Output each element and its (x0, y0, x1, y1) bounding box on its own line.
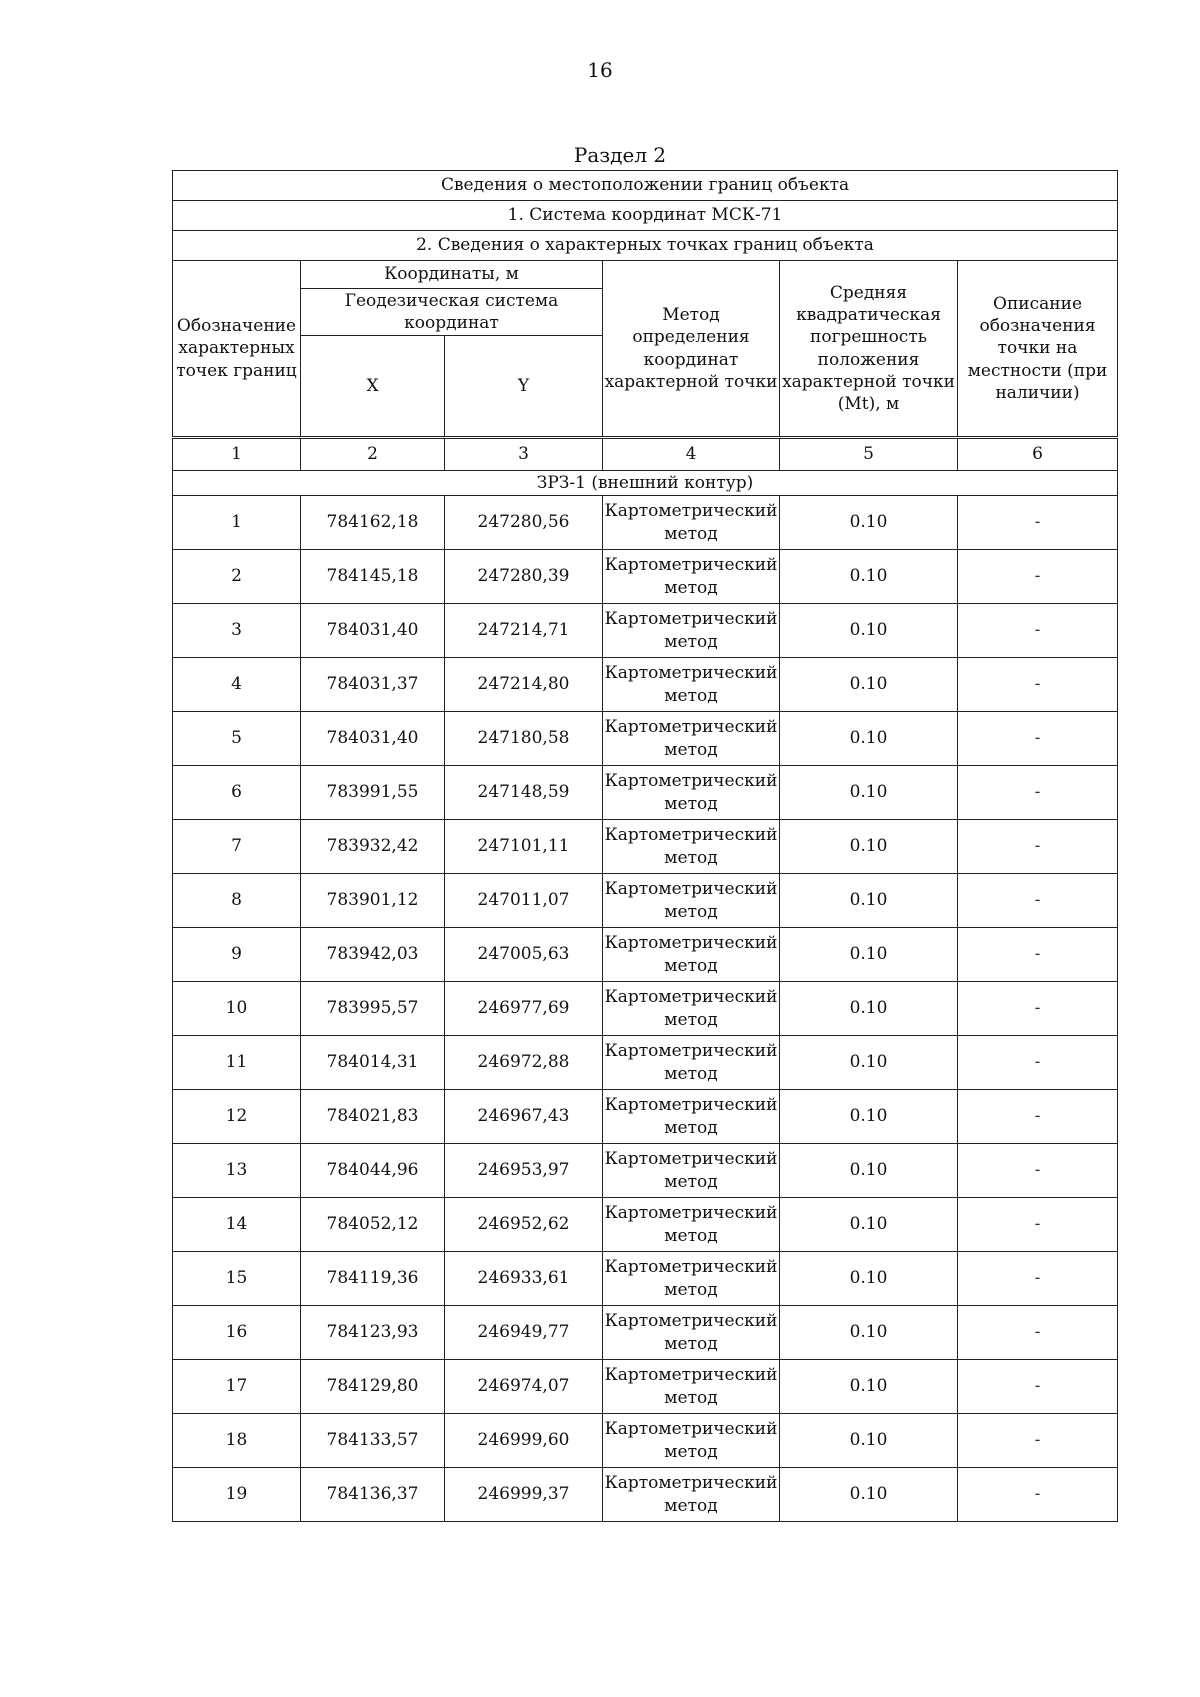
point-number-cell: 12 (173, 1090, 301, 1144)
x-coordinate-cell: 784021,83 (301, 1090, 445, 1144)
error-cell: 0.10 (780, 550, 958, 604)
table-row (173, 550, 1118, 604)
description-cell: - (958, 1414, 1118, 1468)
description-cell: - (958, 766, 1118, 820)
error-cell: 0.10 (780, 604, 958, 658)
x-coordinate-cell: 784031,40 (301, 712, 445, 766)
description-cell: - (958, 658, 1118, 712)
point-number-cell: 4 (173, 658, 301, 712)
table-row (173, 982, 1118, 1036)
x-coordinate-cell: 784123,93 (301, 1306, 445, 1360)
y-coordinate-cell: 247148,59 (445, 766, 603, 820)
description-cell: - (958, 1360, 1118, 1414)
y-coordinate-cell: 247101,11 (445, 820, 603, 874)
error-cell: 0.10 (780, 982, 958, 1036)
y-coordinate-cell: 247214,71 (445, 604, 603, 658)
error-cell: 0.10 (780, 1468, 958, 1522)
error-cell: 0.10 (780, 820, 958, 874)
y-coordinate-cell: 246967,43 (445, 1090, 603, 1144)
header-method: Метод определения координат характерной точки (603, 261, 780, 438)
error-cell: 0.10 (780, 1252, 958, 1306)
page-number: 16 (587, 58, 613, 82)
error-cell: 0.10 (780, 1090, 958, 1144)
point-number-cell: 8 (173, 874, 301, 928)
point-number-cell: 7 (173, 820, 301, 874)
x-coordinate-cell: 784031,40 (301, 604, 445, 658)
header-description: Описание обозначения точки на местности (при наличии) (958, 261, 1118, 438)
column-number: 6 (958, 438, 1118, 471)
error-cell: 0.10 (780, 1414, 958, 1468)
table-row (173, 1198, 1118, 1252)
y-coordinate-cell: 246999,60 (445, 1414, 603, 1468)
point-number-cell: 11 (173, 1036, 301, 1090)
coord-system-row: 1. Система координат МСК-71 (173, 201, 1118, 231)
x-coordinate-cell: 784133,57 (301, 1414, 445, 1468)
column-number: 3 (445, 438, 603, 471)
table-row (173, 658, 1118, 712)
contour-label: ЗРЗ-1 (внешний контур) (173, 471, 1118, 496)
point-number-cell: 15 (173, 1252, 301, 1306)
table-row (173, 766, 1118, 820)
description-cell: - (958, 496, 1118, 550)
method-cell: Картометрический метод (603, 874, 780, 928)
method-cell: Картометрический метод (603, 928, 780, 982)
error-cell: 0.10 (780, 928, 958, 982)
description-cell: - (958, 1468, 1118, 1522)
header-geodetic: Геодезическая система координат (301, 289, 603, 336)
y-coordinate-cell: 246974,07 (445, 1360, 603, 1414)
error-cell: 0.10 (780, 1036, 958, 1090)
table-row (173, 874, 1118, 928)
description-cell: - (958, 1198, 1118, 1252)
header-y: Y (445, 336, 603, 438)
table-row (173, 928, 1118, 982)
table-row (173, 1306, 1118, 1360)
header-designation: Обозначение характерных точек границ (173, 261, 301, 438)
point-number-cell: 13 (173, 1144, 301, 1198)
point-number-cell: 19 (173, 1468, 301, 1522)
x-coordinate-cell: 784145,18 (301, 550, 445, 604)
x-coordinate-cell: 783995,57 (301, 982, 445, 1036)
y-coordinate-cell: 247180,58 (445, 712, 603, 766)
method-cell: Картометрический метод (603, 496, 780, 550)
description-cell: - (958, 820, 1118, 874)
description-cell: - (958, 604, 1118, 658)
table-title: Сведения о местоположении границ объекта (173, 171, 1118, 201)
table-row (173, 604, 1118, 658)
method-cell: Картометрический метод (603, 1198, 780, 1252)
method-cell: Картометрический метод (603, 1468, 780, 1522)
method-cell: Картометрический метод (603, 1090, 780, 1144)
x-coordinate-cell: 783991,55 (301, 766, 445, 820)
error-cell: 0.10 (780, 1306, 958, 1360)
y-coordinate-cell: 246933,61 (445, 1252, 603, 1306)
error-cell: 0.10 (780, 658, 958, 712)
table-row (173, 1360, 1118, 1414)
description-cell: - (958, 550, 1118, 604)
table-row (173, 712, 1118, 766)
method-cell: Картометрический метод (603, 712, 780, 766)
point-number-cell: 6 (173, 766, 301, 820)
y-coordinate-cell: 246977,69 (445, 982, 603, 1036)
y-coordinate-cell: 247280,39 (445, 550, 603, 604)
method-cell: Картометрический метод (603, 550, 780, 604)
method-cell: Картометрический метод (603, 1036, 780, 1090)
description-cell: - (958, 1306, 1118, 1360)
header-coordinates: Координаты, м (301, 261, 603, 289)
x-coordinate-cell: 783901,12 (301, 874, 445, 928)
column-number: 1 (173, 438, 301, 471)
point-number-cell: 10 (173, 982, 301, 1036)
y-coordinate-cell: 246949,77 (445, 1306, 603, 1360)
x-coordinate-cell: 784136,37 (301, 1468, 445, 1522)
error-cell: 0.10 (780, 712, 958, 766)
error-cell: 0.10 (780, 1198, 958, 1252)
column-number: 2 (301, 438, 445, 471)
method-cell: Картометрический метод (603, 1144, 780, 1198)
x-coordinate-cell: 783942,03 (301, 928, 445, 982)
point-number-cell: 14 (173, 1198, 301, 1252)
method-cell: Картометрический метод (603, 1252, 780, 1306)
method-cell: Картометрический метод (603, 820, 780, 874)
method-cell: Картометрический метод (603, 766, 780, 820)
x-coordinate-cell: 784119,36 (301, 1252, 445, 1306)
table-row (173, 1144, 1118, 1198)
x-coordinate-cell: 784162,18 (301, 496, 445, 550)
error-cell: 0.10 (780, 1144, 958, 1198)
x-coordinate-cell: 784014,31 (301, 1036, 445, 1090)
point-number-cell: 17 (173, 1360, 301, 1414)
table-row (173, 1090, 1118, 1144)
x-coordinate-cell: 784031,37 (301, 658, 445, 712)
point-number-cell: 2 (173, 550, 301, 604)
method-cell: Картометрический метод (603, 604, 780, 658)
method-cell: Картометрический метод (603, 1360, 780, 1414)
method-cell: Картометрический метод (603, 1306, 780, 1360)
description-cell: - (958, 982, 1118, 1036)
point-number-cell: 1 (173, 496, 301, 550)
table-row (173, 820, 1118, 874)
method-cell: Картометрический метод (603, 1414, 780, 1468)
error-cell: 0.10 (780, 1360, 958, 1414)
description-cell: - (958, 1252, 1118, 1306)
y-coordinate-cell: 247005,63 (445, 928, 603, 982)
description-cell: - (958, 1090, 1118, 1144)
error-cell: 0.10 (780, 496, 958, 550)
y-coordinate-cell: 246999,37 (445, 1468, 603, 1522)
x-coordinate-cell: 784129,80 (301, 1360, 445, 1414)
table-row (173, 1036, 1118, 1090)
description-cell: - (958, 712, 1118, 766)
table-row (173, 1468, 1118, 1522)
x-coordinate-cell: 784044,96 (301, 1144, 445, 1198)
boundary-points-table (172, 170, 1118, 1522)
y-coordinate-cell: 247280,56 (445, 496, 603, 550)
description-cell: - (958, 1144, 1118, 1198)
y-coordinate-cell: 247011,07 (445, 874, 603, 928)
x-coordinate-cell: 783932,42 (301, 820, 445, 874)
table-row (173, 1252, 1118, 1306)
point-number-cell: 16 (173, 1306, 301, 1360)
section-title: Раздел 2 (573, 143, 667, 167)
error-cell: 0.10 (780, 766, 958, 820)
description-cell: - (958, 928, 1118, 982)
y-coordinate-cell: 247214,80 (445, 658, 603, 712)
y-coordinate-cell: 246972,88 (445, 1036, 603, 1090)
description-cell: - (958, 874, 1118, 928)
y-coordinate-cell: 246952,62 (445, 1198, 603, 1252)
point-number-cell: 5 (173, 712, 301, 766)
point-number-cell: 18 (173, 1414, 301, 1468)
header-x: X (301, 336, 445, 438)
error-cell: 0.10 (780, 874, 958, 928)
y-coordinate-cell: 246953,97 (445, 1144, 603, 1198)
table-row (173, 496, 1118, 550)
description-cell: - (958, 1036, 1118, 1090)
column-number: 5 (780, 438, 958, 471)
method-cell: Картометрический метод (603, 982, 780, 1036)
method-cell: Картометрический метод (603, 658, 780, 712)
x-coordinate-cell: 784052,12 (301, 1198, 445, 1252)
column-number: 4 (603, 438, 780, 471)
table-row (173, 1414, 1118, 1468)
points-header-row: 2. Сведения о характерных точках границ объекта (173, 231, 1118, 261)
header-error: Средняя квадратическая погрешность положения характерной точки (Mt), м (780, 261, 958, 438)
point-number-cell: 9 (173, 928, 301, 982)
point-number-cell: 3 (173, 604, 301, 658)
